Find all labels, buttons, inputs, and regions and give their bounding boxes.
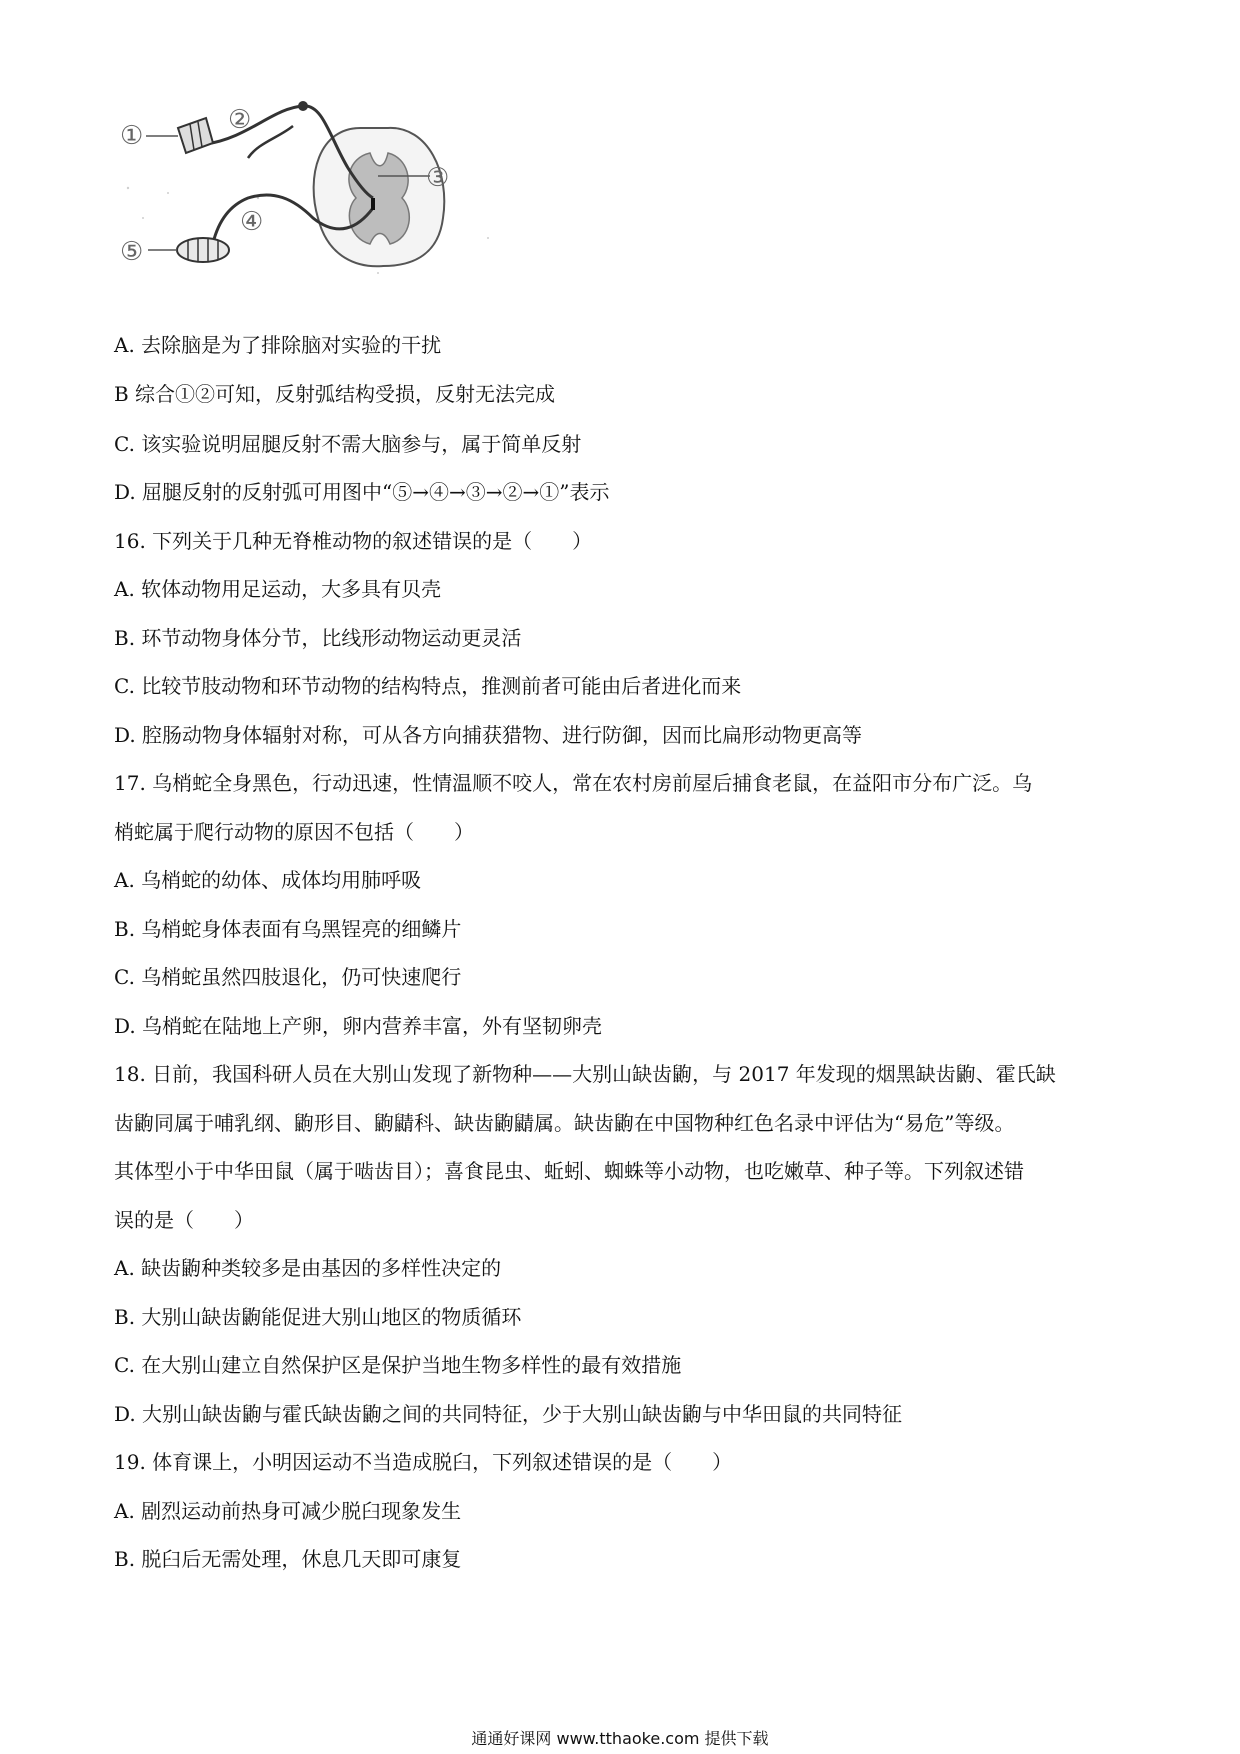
q15-option-d: D. 屈腿反射的反射弧可用图中“⑤→④→③→②→①”表示: [114, 480, 610, 504]
q16-option-c: C. 比较节肢动物和环节动物的结构特点，推测前者可能由后者进化而来: [114, 674, 742, 698]
q18-stem-line-4: 误的是（ ）: [114, 1207, 254, 1232]
q19-option-b: B. 脱臼后无需处理，休息几天即可康复: [114, 1547, 462, 1571]
label-5: ⑤: [120, 237, 144, 267]
q16-option-b: B. 环节动物身体分节，比线形动物运动更灵活: [114, 625, 522, 650]
label-1: ①: [120, 121, 144, 151]
q15-option-b: B 综合①②可知，反射弧结构受损，反射无法完成: [114, 381, 556, 406]
q17-option-d: D. 乌梢蛇在陆地上产卵，卵内营养丰富，外有坚韧卵壳: [114, 1013, 603, 1038]
q17-option-a: A. 乌梢蛇的幼体、成体均用肺呼吸: [114, 868, 422, 892]
question-content: [114, 328, 1124, 1591]
q18-stem-line-2: 齿鼩同属于哺乳纲、鼩形目、鼩鼱科、缺齿鼩鼱属。缺齿鼩在中国物种红色名录中评估为“易危”等级。: [114, 1110, 1015, 1135]
q18-option-b: B. 大别山缺齿鼩能促进大别山地区的物质循环: [114, 1304, 522, 1329]
dendrite-branch: [248, 126, 293, 158]
q18-option-a: A. 缺齿鼩种类较多是由基因的多样性决定的: [114, 1256, 502, 1280]
q16-option-a: A. 软体动物用足运动，大多具有贝壳: [114, 577, 442, 601]
gray-matter: [349, 153, 409, 244]
q18-stem-line-1: 18. 日前，我国科研人员在大别山发现了新物种——大别山缺齿鼩，与 2017 年发现的烟黑缺齿鼩、霍氏缺: [114, 1062, 1056, 1086]
q16-stem: 16. 下列关于几种无脊椎动物的叙述错误的是（ ）: [114, 528, 593, 553]
q18-stem-line-3: 其体型小于中华田鼠（属于啮齿目）；喜食昆虫、蚯蚓、蜘蛛等小动物，也吃嫩草、种子等。下列叙述错: [114, 1159, 1024, 1183]
ganglion: [298, 101, 308, 111]
receptor-shape: [178, 118, 213, 153]
label-2: ②: [228, 105, 252, 135]
q17-option-c: C. 乌梢蛇虽然四肢退化，仍可快速爬行: [114, 965, 462, 989]
q16-option-d: D. 腔肠动物身体辐射对称，可从各方向捕获猎物、进行防御，因而比扁形动物更高等: [114, 722, 863, 747]
q18-option-d: D. 大别山缺齿鼩与霍氏缺齿鼩之间的共同特征，少于大别山缺齿鼩与中华田鼠的共同特征: [114, 1401, 903, 1426]
q15-option-c: C. 该实验说明屈腿反射不需大脑参与，属于简单反射: [114, 431, 582, 456]
label-3: ③: [426, 163, 450, 193]
reflex-arc-svg: [108, 98, 528, 308]
q17-stem-line-1: 17. 乌梢蛇全身黑色，行动迅速，性情温顺不咬人，常在农村房前屋后捕食老鼠，在益阳市分布广泛。乌: [114, 771, 1033, 795]
q18-option-c: C. 在大别山建立自然保护区是保护当地生物多样性的最有效措施: [114, 1353, 682, 1377]
q15-option-a: A. 去除脑是为了排除脑对实验的干扰: [114, 333, 442, 357]
effector-shape: [177, 238, 229, 262]
reflex-arc-diagram: [108, 98, 528, 308]
q17-option-b: B. 乌梢蛇身体表面有乌黑锃亮的细鳞片: [114, 916, 462, 941]
page-footer: 通通好课网 www.tthaoke.com 提供下载: [471, 1729, 769, 1748]
q19-stem: 19. 体育课上，小明因运动不当造成脱臼，下列叙述错误的是（ ）: [114, 1450, 733, 1474]
q19-option-a: A. 剧烈运动前热身可减少脱臼现象发生: [114, 1498, 462, 1523]
q17-stem-line-2: 梢蛇属于爬行动物的原因不包括（ ）: [114, 819, 474, 844]
label-4: ④: [240, 207, 264, 237]
